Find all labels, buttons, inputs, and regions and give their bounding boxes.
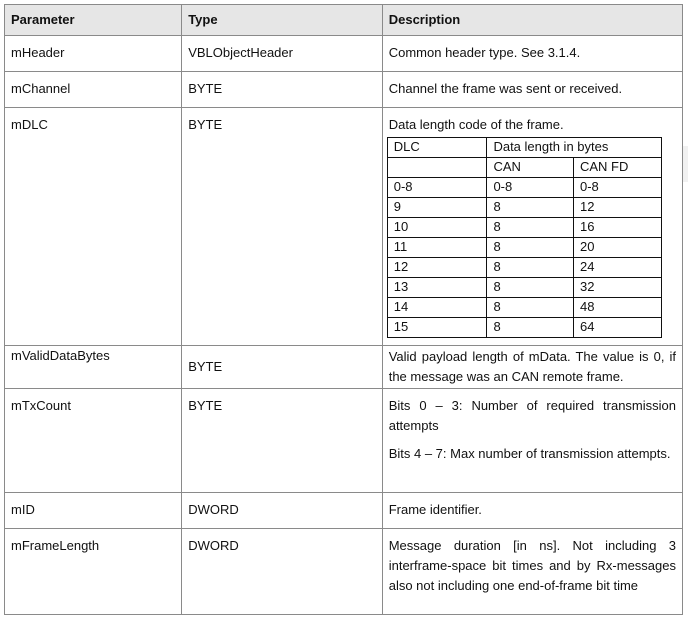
dlc-cell-canfd: 64 (573, 318, 661, 338)
dlc-cell-canfd: 24 (573, 258, 661, 278)
table-row (5, 108, 683, 346)
dlc-row (387, 278, 661, 298)
param-cell (5, 346, 182, 389)
dlc-cell-can: 8 (487, 298, 574, 318)
desc-cell: Common header type. See 3.1.4. (382, 36, 682, 72)
table-row (5, 36, 683, 72)
param-cell: mChannel (5, 72, 182, 108)
dlc-cell-code: 0-8 (387, 178, 487, 198)
dlc-cell-canfd: 16 (573, 218, 661, 238)
type-cell: BYTE (182, 108, 383, 346)
dlc-cell-canfd: 12 (573, 198, 661, 218)
type-cell: DWORD (182, 493, 383, 529)
dlc-cell-code: 12 (387, 258, 487, 278)
dlc-cell-code: 10 (387, 218, 487, 238)
table-row (5, 346, 683, 389)
desc-text-2: Bits 4 – 7: Max number of transmission attempts. (388, 446, 671, 461)
dlc-row (387, 298, 661, 318)
desc-cell: Valid payload length of mData. The value is 0, if the message was an CAN remote frame. (382, 346, 682, 389)
param-cell: mFrameLength (5, 529, 182, 615)
dlc-row (387, 258, 661, 278)
dlc-row (387, 218, 661, 238)
param-cell: mTxCount (5, 389, 182, 493)
dlc-body (387, 178, 661, 338)
dlc-cell-can: 8 (487, 218, 574, 238)
param-cell: mHeader (5, 36, 182, 72)
dlc-table (387, 137, 662, 338)
table-row (5, 389, 683, 493)
table-row (5, 72, 683, 108)
header-parameter: Parameter (5, 5, 182, 36)
dlc-cell-code: 9 (387, 198, 487, 218)
dlc-cell-can: 8 (487, 198, 574, 218)
desc-cell (382, 389, 682, 493)
type-cell: VBLObjectHeader (182, 36, 383, 72)
dlc-row (387, 198, 661, 218)
table-row (5, 529, 683, 615)
type-cell: DWORD (182, 529, 383, 615)
dlc-header-dlc: DLC (387, 138, 487, 158)
header-type: Type (182, 5, 383, 36)
dlc-cell-can: 8 (487, 258, 574, 278)
dlc-header-row (387, 138, 661, 158)
dlc-cell-code: 11 (387, 238, 487, 258)
desc-cell: Message duration [in ns]. Not including 3 interframe-space bit times and by Rx-messages also not including one end-of-frame bit time (382, 529, 682, 615)
type-cell: BYTE (182, 346, 383, 389)
param-cell: mDLC (5, 108, 182, 346)
dlc-cell-canfd: 20 (573, 238, 661, 258)
dlc-row (387, 238, 661, 258)
dlc-subheader-row (387, 158, 661, 178)
side-scroll-stub (683, 146, 688, 182)
table-header-row (5, 5, 683, 36)
dlc-cell-canfd: 0-8 (573, 178, 661, 198)
dlc-cell-canfd: 32 (573, 278, 661, 298)
desc-cell: Channel the frame was sent or received. (382, 72, 682, 108)
dlc-header-blank (387, 158, 487, 178)
dlc-header-canfd: CAN FD (573, 158, 661, 178)
dlc-cell-code: 14 (387, 298, 487, 318)
param-text: mValidDataBytes (11, 348, 110, 363)
dlc-cell-can: 8 (487, 318, 574, 338)
dlc-cell-can: 8 (487, 278, 574, 298)
desc-text: Bits 0 – 3: Number of required transmission attempts (388, 398, 676, 433)
dlc-row (387, 318, 661, 338)
header-description: Description (382, 5, 682, 36)
dlc-cell-code: 13 (387, 278, 487, 298)
dlc-header-length: Data length in bytes (487, 138, 661, 158)
dlc-cell-can: 0-8 (487, 178, 574, 198)
table-row (5, 493, 683, 529)
type-cell: BYTE (182, 72, 383, 108)
desc-cell: Frame identifier. (382, 493, 682, 529)
dlc-header-can: CAN (487, 158, 574, 178)
desc-cell (382, 108, 682, 346)
desc-text: Data length code of the frame. (388, 117, 564, 132)
dlc-cell-can: 8 (487, 238, 574, 258)
param-cell: mID (5, 493, 182, 529)
dlc-cell-canfd: 48 (573, 298, 661, 318)
parameter-table (4, 4, 683, 615)
dlc-cell-code: 15 (387, 318, 487, 338)
dlc-row (387, 178, 661, 198)
type-cell: BYTE (182, 389, 383, 493)
